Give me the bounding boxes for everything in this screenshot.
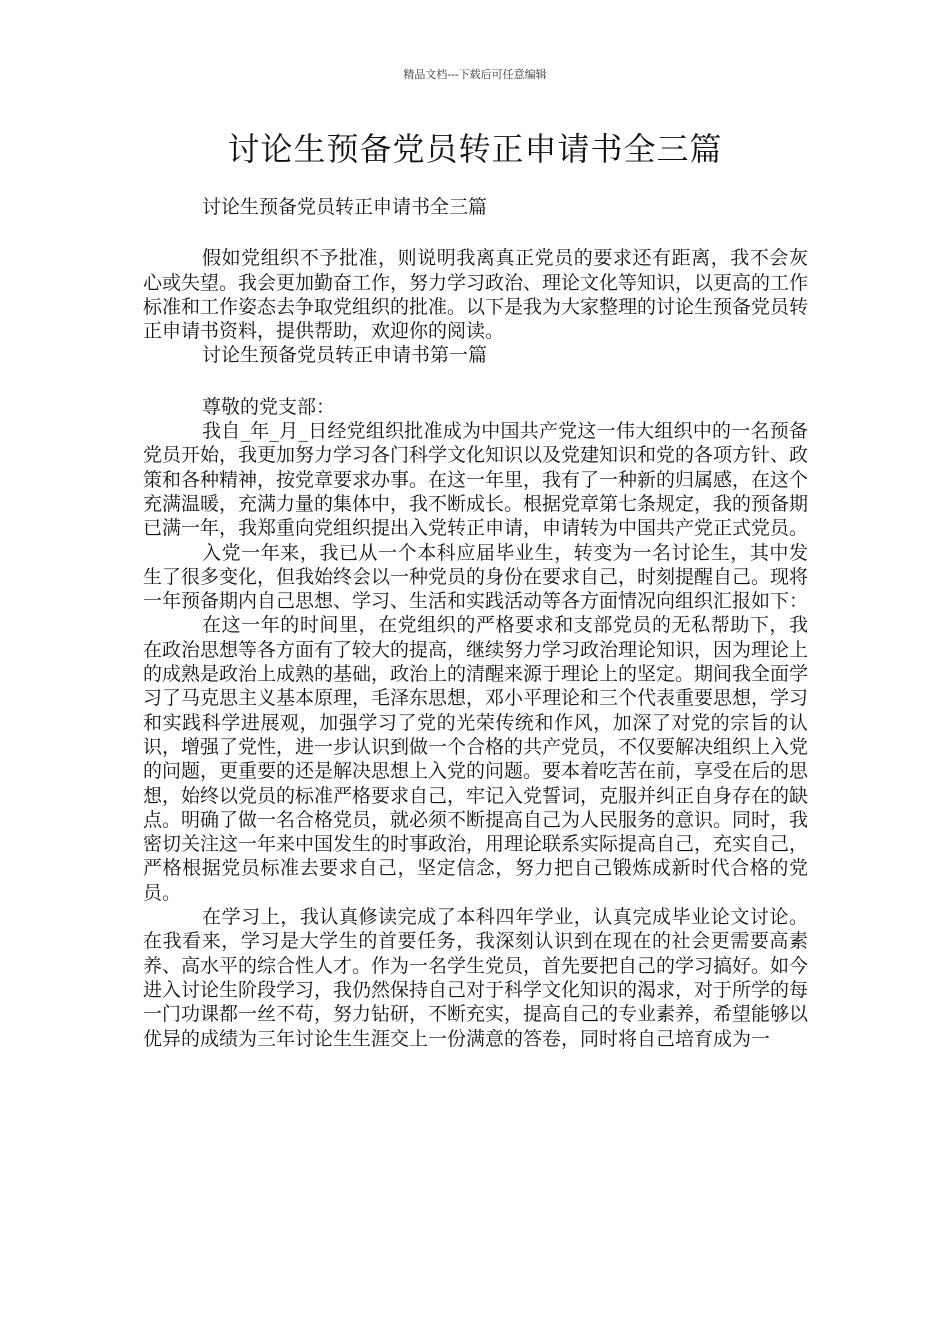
section-heading: 讨论生预备党员转正申请书第一篇 (202, 344, 488, 367)
intro-paragraph: 假如党组织不予批准，则说明我离真正党员的要求还有距离，我不会灰心或失望。我会更加勤奋工作，努力学习政治、理论文化等知识，以更高的工作标准和工作姿态去争取党组织的批准。以下是我为大家整理的讨论生预备党员转正申请书资料，提供帮助，欢迎你的阅读。 (143, 247, 809, 343)
body-paragraph: 在这一年的时间里，在党组织的严格要求和支部党员的无私帮助下，我在政治思想等各方面有了较大的提高，继续努力学习政治理论知识，因为理论上的成熟是政治上成熟的基础，政治上的清醒来源于理论上的坚定。期间我全面学习了马克思主义基本原理，毛泽东思想，邓小平理论和三个代表重要思想，学习和实践科学进展观，加强学习了党的光荣传统和作风，加深了对党的宗旨的认识，增强了党性，进一步认识到做一个合格的共产党员，不仅要解决组织上入党的问题，更重要的还是解决思想上入党的问题。要本着吃苦在前，享受在后的思想，始终以党员的标准严格要求自己，牢记入党誓词，克服并纠正自身存在的缺点。明确了做一名合格党员，就必须不断提高自己为人民服务的意识。同时，我密切关注这一年来中国发生的时事政治，用理论联系实际提高自己，充实自己，严格根据党员标准去要求自己，坚定信念，努力把自己锻炼成新时代合格的党员。 (143, 614, 809, 904)
body-paragraph: 入党一年来，我已从一个本科应届毕业生，转变为一名讨论生，其中发生了很多变化，但我始终会以一种党员的身份在要求自己，时刻提醒自己。现将一年预备期内自己思想、学习、生活和实践活动等各方面情况向组织汇报如下： (143, 541, 809, 613)
document-body (143, 195, 808, 1051)
body-paragraph: 我自_年_月_日经党组织批准成为中国共产党这一伟大组织中的一名预备党员开始，我更加努力学习各门科学文化知识以及党建知识和党的各项方针、政策和各种精神，按党章要求办事。在这一年里，我有了一种新的归属感，在这个充满温暖，充满力量的集体中，我不断成长。根据党章第七条规定，我的预备期已满一年，我郑重向党组织提出入党转正申请，申请转为中国共产党正式党员。 (143, 420, 809, 540)
header-note: 精品文档---下载后可任意编辑 (403, 68, 547, 81)
body-paragraph: 在学习上，我认真修读完成了本科四年学业，认真完成毕业论文讨论。在我看来，学习是大学生的首要任务，我深刻认识到在现在的社会更需要高素养、高水平的综合性人才。作为一名学生党员，首先要把自己的学习搞好。如今进入讨论生阶段学习，我仍然保持自己对于科学文化知识的渴求，对于所学的每一门功课都一丝不苟，努力钻研，不断充实，提高自己的专业素养，希望能够以优异的成绩为三年讨论生生涯交上一份满意的答卷，同时将自己培育成为一 (143, 906, 809, 1050)
subtitle: 讨论生预备党员转正申请书全三篇 (202, 196, 488, 218)
salutation: 尊敬的党支部： (202, 395, 336, 418)
document-title: 讨论生预备党员转正申请书全三篇 (227, 130, 723, 168)
